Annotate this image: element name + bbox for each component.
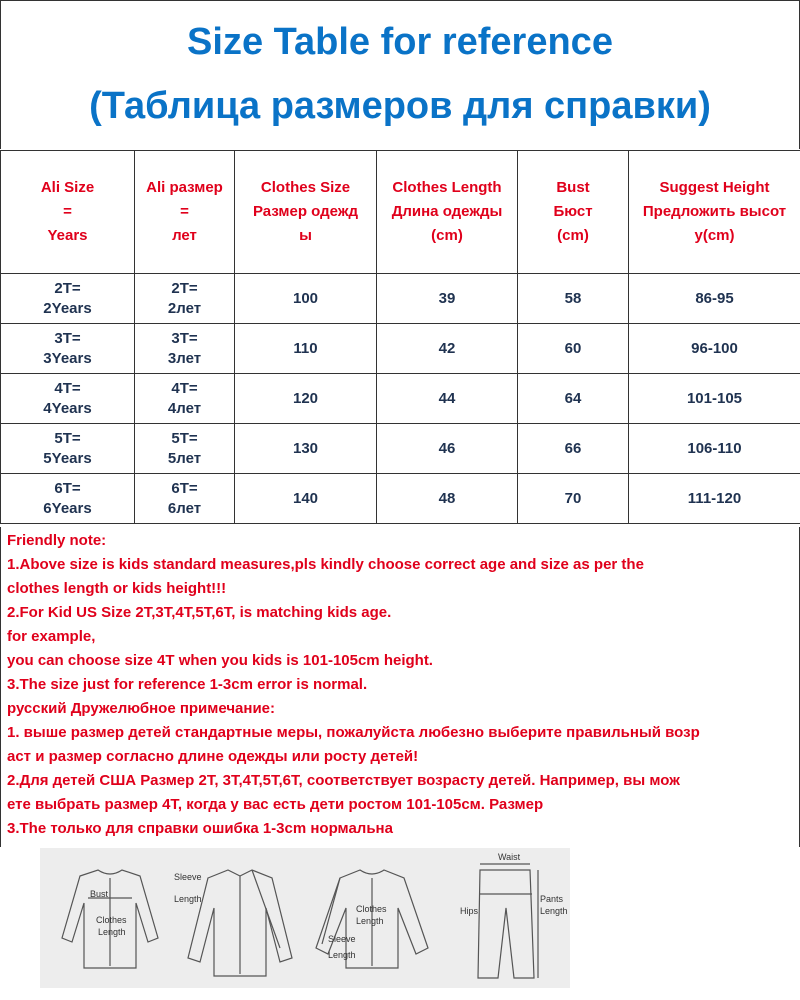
note-heading-ru: русский Дружелюбное примечание:	[7, 700, 276, 717]
label-pants: Pants	[540, 894, 564, 904]
table-row: 4T= 4Years 4T= 4лет 120 44 64 101-105	[1, 374, 800, 424]
header-ali-size: Ali Size = Years	[1, 151, 135, 274]
header-ali-size-ru: Ali размер = лет	[135, 151, 235, 274]
label-hips: Hips	[460, 906, 479, 916]
note-heading: Friendly note:	[7, 532, 107, 549]
header-clothes-size: Clothes Size Размер одежд ы	[235, 151, 377, 274]
label-sleeve: Sleeve	[328, 934, 356, 944]
label-bust: Bust	[90, 889, 109, 899]
note-line: 3.The size just for reference 1-3cm error is normal.	[7, 676, 368, 693]
note-line: аст и размер согласно длине одежды или росту детей!	[7, 748, 419, 765]
title-russian: (Таблица размеров для справки)	[89, 85, 711, 127]
note-line: 2.For Kid US Size 2T,3T,4T,5T,6T, is matching kids age.	[7, 604, 392, 621]
note-line: 3.The только для справки ошибка 1-3cm нормальна	[7, 820, 393, 837]
table-header-row	[1, 151, 800, 274]
header-suggest-height: Suggest Height Предложить высот у(cm)	[629, 151, 800, 274]
table-row: 3T= 3Years 3T= 3лет 110 42 60 96-100	[1, 324, 800, 374]
label-length: Length	[356, 916, 384, 926]
header-bust: Bust Бюст (cm)	[518, 151, 629, 274]
label-clothes: Clothes	[356, 904, 387, 914]
note-line: 1.Above size is kids standard measures,pls kindly choose correct age and size as per the	[7, 556, 644, 573]
label-length: Length	[98, 927, 126, 937]
label-length: Length	[174, 894, 202, 904]
title-banner	[0, 0, 800, 149]
header-clothes-length: Clothes Length Длина одежды (cm)	[377, 151, 518, 274]
size-table	[0, 150, 800, 524]
note-line: 2.Для детей США Размер 2T, 3T,4T,5T,6T, соответствует возрасту детей. Например, вы мож	[7, 772, 680, 789]
label-length: Length	[540, 906, 568, 916]
table-row: 5T= 5Years 5T= 5лет 130 46 66 106-110	[1, 424, 800, 474]
note-line: 1. выше размер детей стандартные меры, пожалуйста любезно выберите правильный возр	[7, 724, 700, 741]
label-length: Length	[328, 950, 356, 960]
measurement-diagram	[40, 848, 570, 988]
note-line: ете выбрать размер 4T, когда у вас есть дети ростом 101-105см. Размер	[7, 796, 544, 813]
label-clothes: Clothes	[96, 915, 127, 925]
table-row: 6T= 6Years 6T= 6лет 140 48 70 111-120	[1, 474, 800, 524]
note-line: clothes length or kids height!!!	[7, 580, 227, 597]
title-english: Size Table for reference	[187, 21, 613, 63]
note-line: you can choose size 4T when you kids is 101-105cm height.	[7, 652, 433, 669]
note-line: for example,	[7, 628, 96, 645]
table-row: 2T= 2Years 2T= 2лет 100 39 58 86-95	[1, 274, 800, 324]
label-waist: Waist	[498, 852, 521, 862]
label-sleeve: Sleeve	[174, 872, 202, 882]
friendly-notes	[0, 527, 800, 847]
